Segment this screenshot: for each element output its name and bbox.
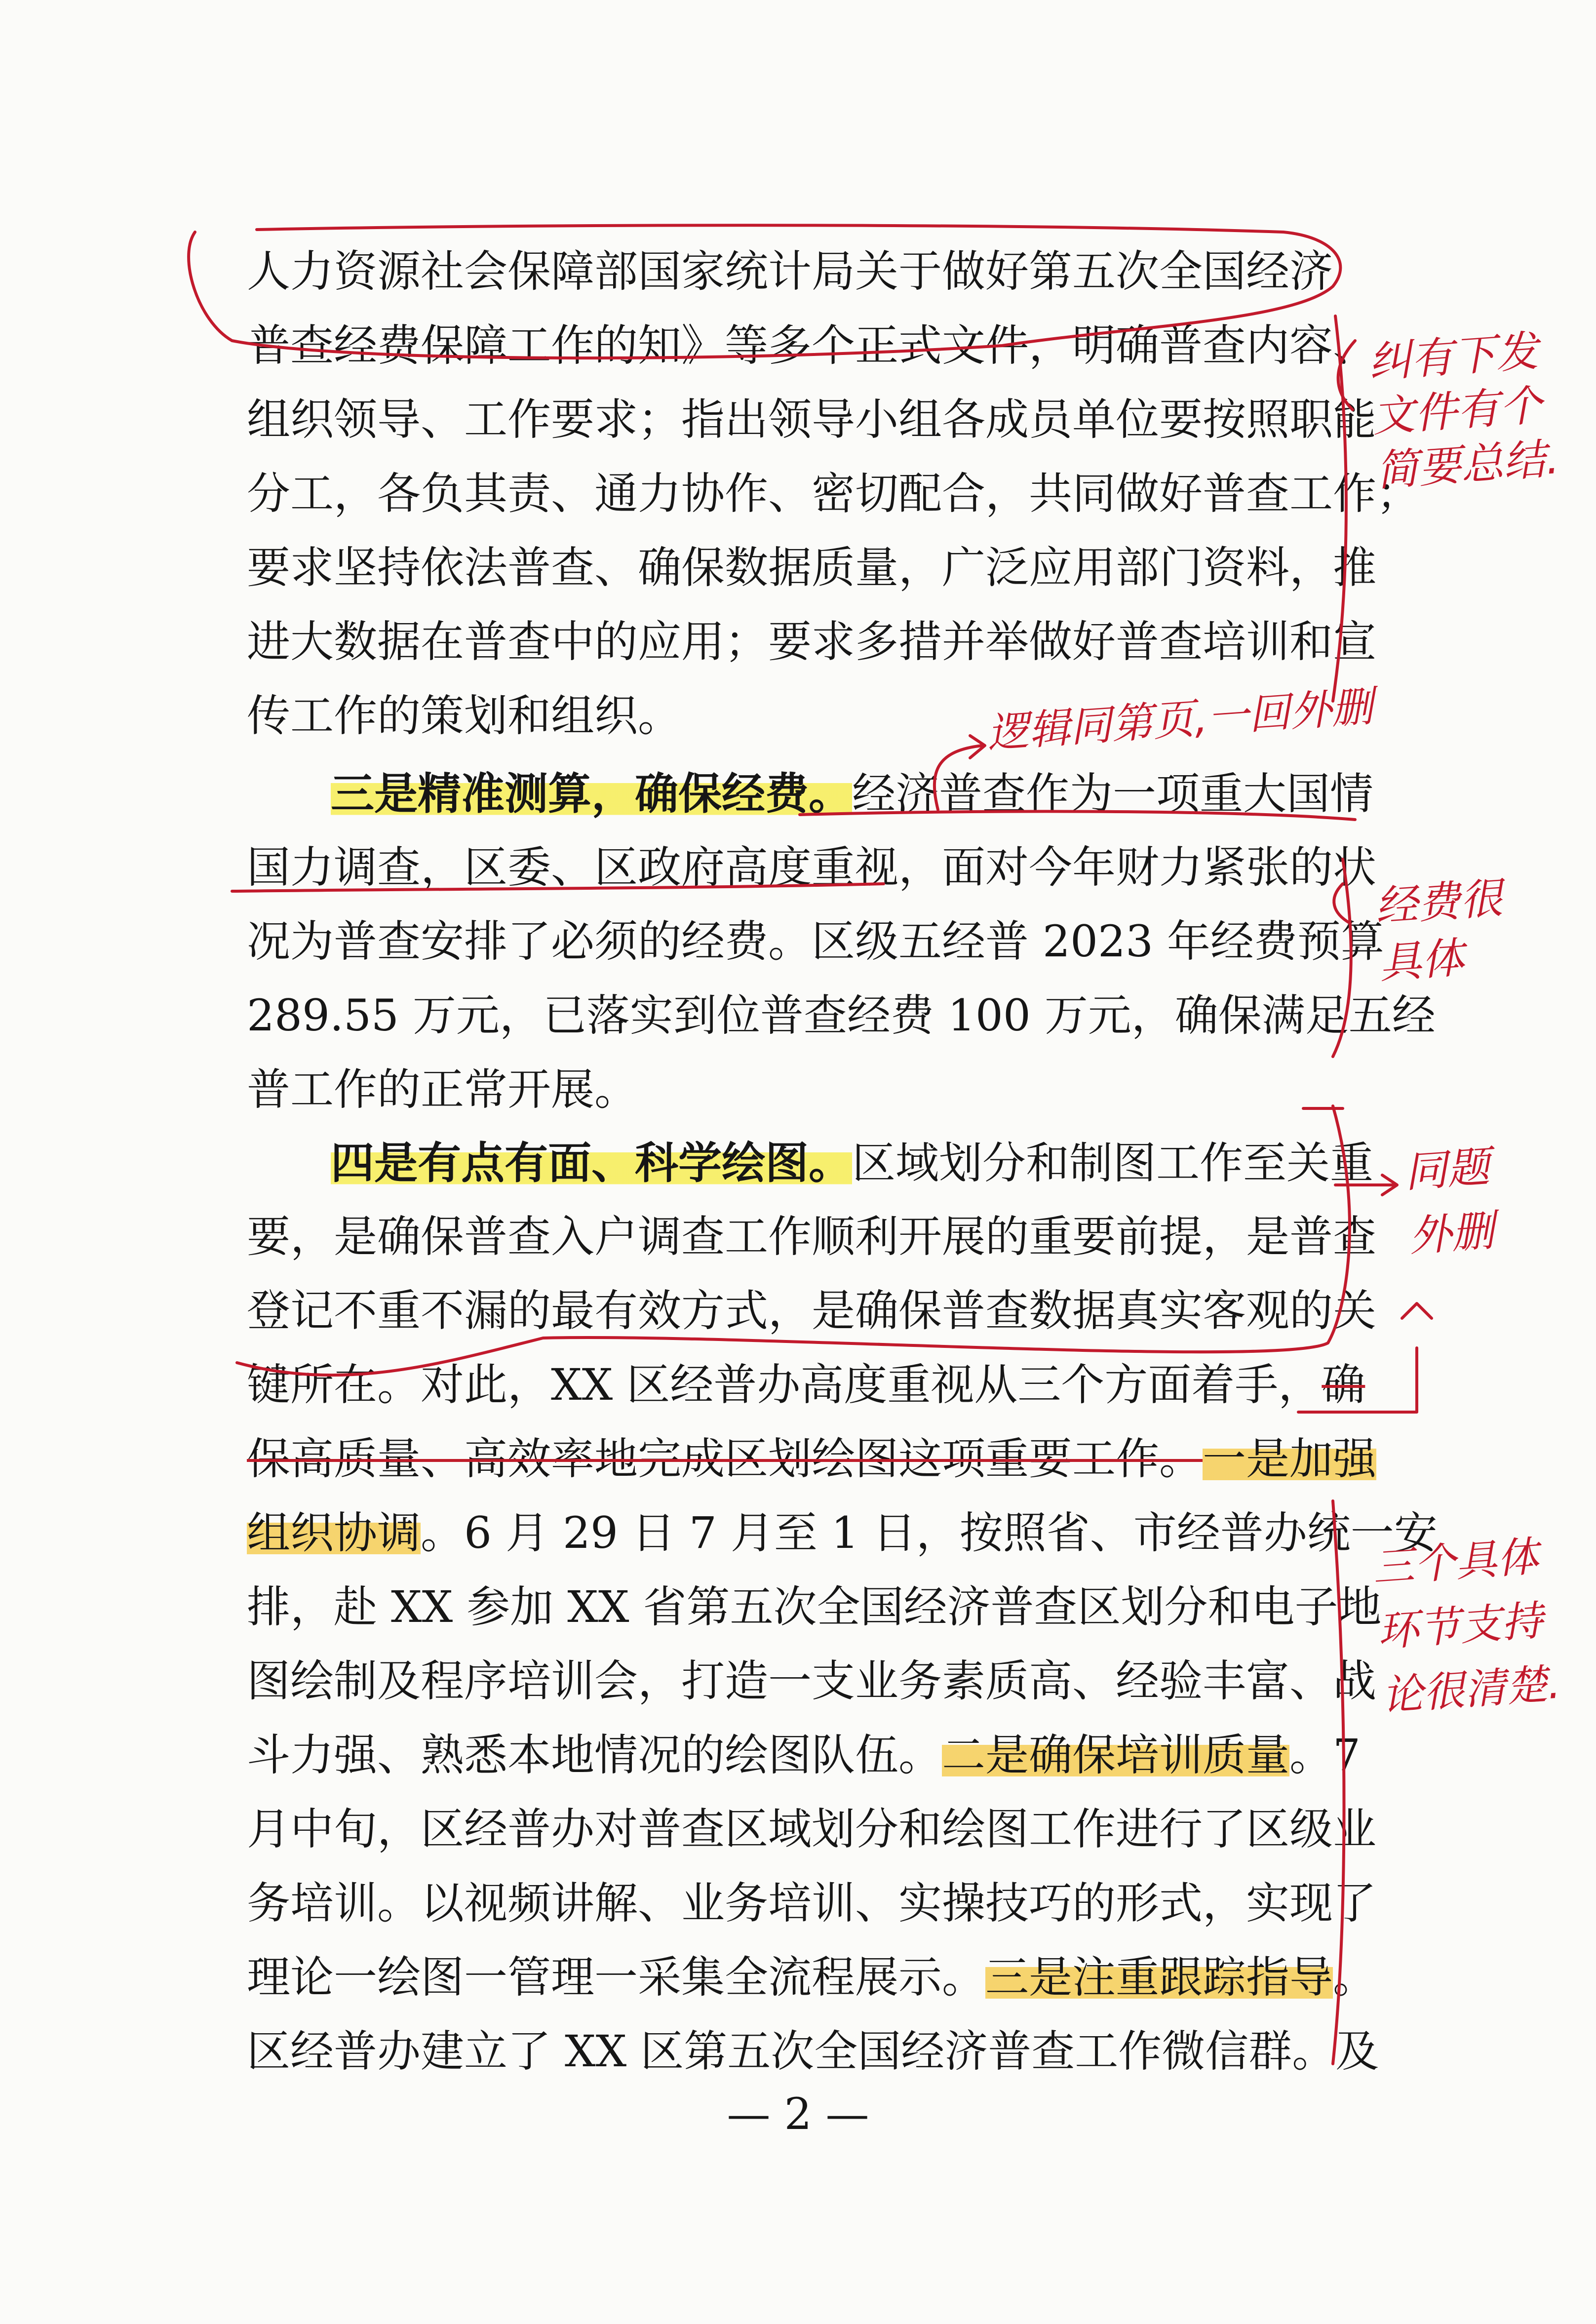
highlighted-phrase: 一是加强 [1203, 1433, 1377, 1484]
text-line: 组织协调。6 月 29 日 7 月至 1 日，按照省、市经普办统一安 [247, 1507, 1438, 1558]
highlighted-phrase: 二是确保培训质量 [942, 1730, 1290, 1780]
text-line: 键所在。对此，XX 区经普办高度重视从三个方面着手，确 [247, 1359, 1365, 1410]
text-line: 理论一绘图一管理一采集全流程展示。三是注重跟踪指导。 [247, 1952, 1377, 2003]
text-line: 图绘制及程序培训会，打造一支业务素质高、经验丰富、战 [247, 1655, 1377, 1706]
handwritten-note: 纠有下发 文件有个 简要总结. [1366, 326, 1561, 496]
highlighted-phrase: 组织协调 [247, 1507, 421, 1558]
text-line: 况为普查安排了必须的经费。区级五经普 2023 年经费预算 [247, 916, 1384, 967]
text-line: 要求坚持依法普查、确保数据质量，广泛应用部门资料，推 [247, 542, 1377, 593]
paragraph-heading-line: 四是有点有面、科学绘图。区域划分和制图工作至关重 [331, 1137, 1374, 1188]
highlighted-phrase: 三是注重跟踪指导 [985, 1952, 1333, 2003]
text-line: 要，是确保普查入户调查工作顺利开展的重要前提，是普查 [247, 1211, 1377, 1262]
handwritten-note: 经费很 具体 [1373, 873, 1504, 988]
text-line: 普工作的正常开展。 [247, 1064, 638, 1115]
handwritten-note: 同题 外删 [1402, 1142, 1496, 1261]
struck-text: 保高质量、高效率地完成区划绘图这项重要工作。 [247, 1433, 1203, 1484]
text-line: 人力资源社会保障部国家统计局关于做好第五次全国经济 [247, 246, 1333, 297]
text-line: 斗力强、熟悉本地情况的绘图队伍。二是确保培训质量。7 [247, 1730, 1361, 1780]
text-line: 组织领导、工作要求；指出领导小组各成员单位要按照职能 [247, 394, 1377, 445]
text-line: 区经普办建立了 XX 区第五次全国经济普查工作微信群。及 [247, 2026, 1379, 2077]
text-line: 分工，各负其责、通力协作、密切配合，共同做好普查工作； [247, 468, 1420, 519]
highlighted-heading: 三是精准测算，确保经费。 [331, 768, 853, 819]
text-line: 登记不重不漏的最有效方式，是确保普查数据真实客观的关 [247, 1285, 1377, 1336]
handwritten-note: 逻辑同第页,一回外删 [985, 682, 1375, 757]
handwritten-note: 三个具体 环节支持 论很清楚. [1371, 1532, 1562, 1720]
text-line: 进大数据在普查中的应用；要求多措并举做好普查培训和宣 [247, 616, 1377, 667]
page-number: — 2 — [727, 2088, 869, 2139]
paragraph-heading-line: 三是精准测算，确保经费。经济普查作为一项重大国情 [331, 768, 1374, 819]
text-line: 普查经费保障工作的知》等多个正式文件，明确普查内容、 [247, 320, 1377, 371]
text-line: 排，赴 XX 参加 XX 省第五次全国经济普查区划分和电子地 [247, 1581, 1382, 1632]
highlighted-heading: 四是有点有面、科学绘图。 [331, 1137, 853, 1188]
text-line: 务培训。以视频讲解、业务培训、实操技巧的形式，实现了 [247, 1878, 1377, 1929]
text-line: 传工作的策划和组织。 [247, 690, 682, 741]
text-line: 289.55 万元，已落实到位普查经费 100 万元，确保满足五经 [247, 990, 1436, 1041]
text-line: 月中旬，区经普办对普查区域划分和绘图工作进行了区级业 [247, 1804, 1377, 1854]
text-line [247, 1422, 1377, 1496]
struck-text: 确 [1322, 1359, 1365, 1410]
text-line: 国力调查，区委、区政府高度重视，面对今年财力紧张的状 [247, 842, 1377, 893]
